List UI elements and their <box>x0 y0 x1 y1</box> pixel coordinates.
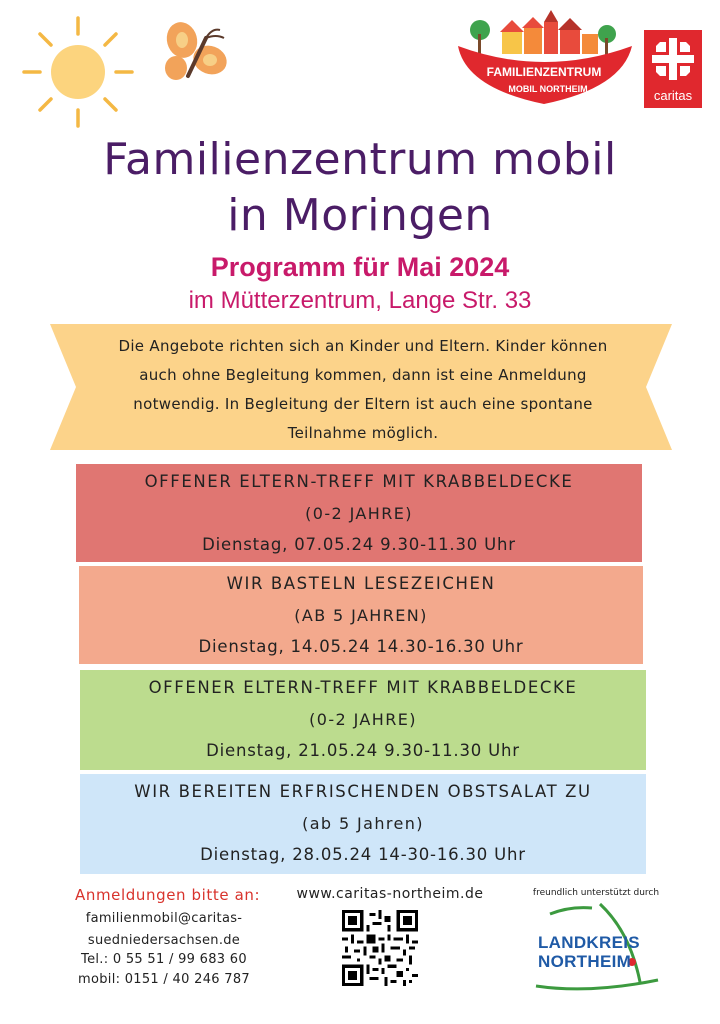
event-title: OFFENER ELTERN-TREFF MIT KRABBELDECKE <box>148 678 578 697</box>
fz-logo-line1: FAMILIENZENTRUM <box>486 65 602 79</box>
event-age: (ab 5 Jahren) <box>302 814 424 833</box>
event-title: WIR BASTELN LESEZEICHEN <box>226 574 496 593</box>
page-title-line2: in Moringen <box>227 190 493 241</box>
landkreis-logo-line2: NORTHEIM <box>538 952 632 971</box>
event-date: Dienstag, 14.05.24 14.30-16.30 Uhr <box>198 637 524 656</box>
event-card <box>80 774 646 874</box>
contact-email-line2[interactable]: suedniedersachsen.de <box>87 933 241 948</box>
contact-email-line1[interactable]: familienmobil@caritas- <box>85 911 243 926</box>
event-age: (0-2 JAHRE) <box>309 710 417 729</box>
contact-mobile: mobil: 0151 / 40 246 787 <box>78 972 250 987</box>
event-date: Dienstag, 28.05.24 14-30-16.30 Uhr <box>200 845 526 864</box>
event-date: Dienstag, 07.05.24 9.30-11.30 Uhr <box>202 535 516 554</box>
landkreis-logo-line1: LANDKREIS <box>538 933 640 952</box>
location-subtitle: im Mütterzentrum, Lange Str. 33 <box>188 287 532 314</box>
event-title: WIR BEREITEN ERFRISCHENDEN OBSTSALAT ZU <box>134 782 592 801</box>
event-title: OFFENER ELTERN-TREFF MIT KRABBELDECKE <box>144 472 574 491</box>
event-date: Dienstag, 21.05.24 9.30-11.30 Uhr <box>206 741 520 760</box>
registration-heading: Anmeldungen bitte an: <box>75 886 261 904</box>
contact-phone: Tel.: 0 55 51 / 99 683 60 <box>81 952 247 967</box>
event-age: (0-2 JAHRE) <box>305 504 413 523</box>
info-banner <box>50 322 672 452</box>
qr-code-icon <box>342 910 418 986</box>
event-card <box>80 670 646 770</box>
familienzentrum-logo <box>452 8 638 108</box>
page-title-line1: Familienzentrum mobil <box>103 134 617 185</box>
caritas-logo <box>644 30 702 108</box>
banner-text: Die Angebote richten sich an Kinder und Eltern. Kinder können auch ohne Begleitung kommen, dann ist eine Anmeldung notwendig. In Begleitung der Eltern ist auch eine spontane Teilnahme möglich. <box>118 337 608 442</box>
website-link[interactable]: www.caritas-northeim.de <box>296 886 484 902</box>
butterfly-icon <box>158 18 236 88</box>
caritas-logo-text: caritas <box>653 88 693 103</box>
event-card <box>76 464 642 562</box>
support-text: freundlich unterstützt durch <box>532 888 660 898</box>
event-card <box>79 566 643 664</box>
fz-logo-line2: MOBIL NORTHEIM <box>508 84 588 94</box>
event-age: (AB 5 JAHREN) <box>294 606 428 625</box>
sun-icon <box>18 12 138 132</box>
program-subtitle: Programm für Mai 2024 <box>210 252 510 282</box>
